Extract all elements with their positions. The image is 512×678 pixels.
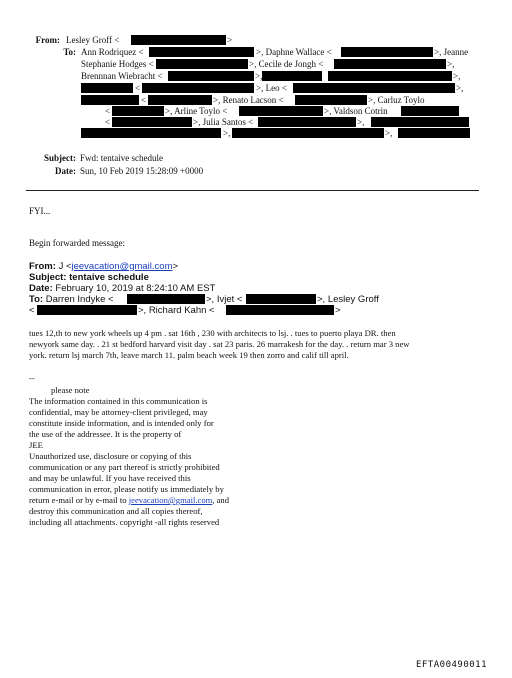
message-line: newyork same day. . 21 st bedford harvard visit day . sat 23 paris. 26 marrakesh for the day. . return mar 3 new (29, 339, 410, 349)
disclaimer-line: confidential, may be attorney-client privileged, may (29, 407, 208, 417)
disclaimer-line: JEE (29, 440, 43, 450)
message-line: tues 12,th to new york wheels up 4 pm . sat 16th , 230 with architects to lsj. . tues to puerto playa DR. then (29, 328, 396, 338)
to-line-4-c: >, (456, 83, 464, 93)
disclaimer-line: and may be unlawful. If you have received this (29, 473, 191, 483)
redaction-block (398, 128, 470, 138)
to-line-2-c: >, (447, 59, 455, 69)
fwd-to-line-2-b: >, Richard Kahn < (138, 305, 215, 316)
redaction-block (149, 47, 254, 57)
fwd-date-label: Date: (29, 283, 53, 294)
fwd-subject-value: tentaive schedule (69, 272, 149, 283)
to-line-2-b: >, Cecile de Jongh < (249, 59, 324, 69)
redaction-block (341, 47, 433, 57)
redaction-block (258, 117, 356, 127)
to-line-1-b: >, Daphne Wallace < (256, 47, 332, 57)
to-line-5-b: >, Renato Lacson < (213, 95, 284, 105)
fwd-to-line-2-c: > (335, 305, 341, 316)
disclaimer-line: the use of the addressee. It is the property of (29, 429, 182, 439)
redaction-block (226, 305, 334, 315)
fwd-to-line-1-b: >, Ivjet < (206, 294, 243, 305)
to-line-8-b: >, (223, 128, 231, 138)
redaction-block (168, 71, 254, 81)
disclaimer-line: constitute inside information, and is intended only for (29, 418, 214, 428)
redaction-block (239, 106, 323, 116)
to-label: To: (63, 47, 76, 57)
message-line: york. return lsj march 7th, leave march 11. palm beach week 19 then zorro and calif till april. (29, 350, 349, 360)
redaction-block (112, 117, 192, 127)
to-line-1-a: Ann Rodriquez < (81, 47, 144, 57)
fwd-date-value: February 10, 2019 at 8:24:10 AM EST (55, 283, 216, 294)
to-line-3-c: >, (453, 71, 461, 81)
redaction-block (81, 83, 133, 93)
fwd-from-suffix: > (172, 261, 179, 272)
redaction-block (37, 305, 137, 315)
disclaimer-line: including all attachments. copyright -all rights reserved (29, 517, 220, 527)
to-line-2-a: Stephanie Hodges < (81, 59, 154, 69)
disclaimer-line: communication in error, please notify us immediately by (29, 484, 224, 494)
redaction-block (328, 71, 452, 81)
disclaimer-email-pre: return e-mail or by e-mail to (29, 495, 129, 505)
subject-value: Fwd: tentaive schedule (80, 153, 163, 163)
redaction-block (334, 59, 446, 69)
to-line-1-c: >, Jeanne (434, 47, 469, 57)
disclaimer-email-post: , and (212, 495, 230, 505)
fwd-from-email-link[interactable]: jeevacation@gmail.com (71, 261, 173, 272)
to-line-4-b: >, Leo < (256, 83, 287, 93)
from-label: From: (35, 35, 60, 45)
to-line-6-c: >, Valdson Cotrin (324, 106, 388, 116)
fwd-from-label: From: (29, 261, 56, 272)
subject-label: Subject: (44, 153, 76, 163)
redaction-block (112, 106, 164, 116)
to-line-7-b: >, Julia Santos < (193, 117, 254, 127)
disclaimer-line: destroy this communication and all copies thereof, (29, 506, 203, 516)
please-note: please note (51, 385, 90, 395)
disclaimer-email-link[interactable]: jeevacation@gmail.com (128, 495, 213, 505)
disclaimer-line: The information contained in this communication is (29, 396, 208, 406)
disclaimer-line: communication or any part thereof is strictly prohibited (29, 462, 220, 472)
fwd-to-line-1-c: >, Lesley Groff (317, 294, 379, 305)
redaction-block (127, 294, 205, 304)
date-label: Date: (55, 166, 76, 176)
redaction-block (293, 83, 455, 93)
to-line-3-b: >, (255, 71, 263, 81)
redaction-block (401, 106, 459, 116)
redaction-block (81, 95, 139, 105)
date-value: Sun, 10 Feb 2019 15:28:09 +0000 (80, 166, 204, 176)
to-line-3-a: Brennnan Wiebracht < (81, 71, 163, 81)
bates-number: EFTA00490011 (416, 660, 488, 670)
header-divider (26, 190, 479, 191)
redaction-block (262, 71, 322, 81)
disclaimer-line: Unauthorized use, disclosure or copying of this (29, 451, 192, 461)
to-line-4-a: < (135, 83, 141, 93)
redaction-block (131, 35, 226, 45)
fwd-to-line-2-a: < (29, 305, 35, 316)
fyi-text: FYI... (29, 206, 51, 216)
redaction-block (156, 59, 248, 69)
fwd-subject-label: Subject: (29, 272, 67, 283)
to-line-7-a: < (105, 117, 111, 127)
redaction-block (81, 128, 221, 138)
begin-forwarded: Begin forwarded message: (29, 238, 125, 248)
redaction-block (295, 95, 367, 105)
signature-dash: -- (29, 373, 35, 383)
to-line-6-b: >, Arline Toylo < (165, 106, 228, 116)
fwd-from-prefix: J < (58, 261, 72, 272)
redaction-block (148, 95, 212, 105)
fwd-to-line-1-a: Darren Indyke < (45, 294, 114, 305)
redaction-block (371, 117, 469, 127)
redaction-block (232, 128, 384, 138)
redaction-block (142, 83, 254, 93)
to-line-5-c: >, Carluz Toylo (368, 95, 425, 105)
to-line-7-c: >, (357, 117, 365, 127)
fwd-to-label: To: (29, 294, 44, 305)
to-line-8-c: >, (385, 128, 393, 138)
redaction-block (246, 294, 316, 304)
from-value: Lesley Groff < (66, 35, 120, 45)
to-line-5-a: < (141, 95, 147, 105)
to-line-6-a: < (105, 106, 111, 116)
